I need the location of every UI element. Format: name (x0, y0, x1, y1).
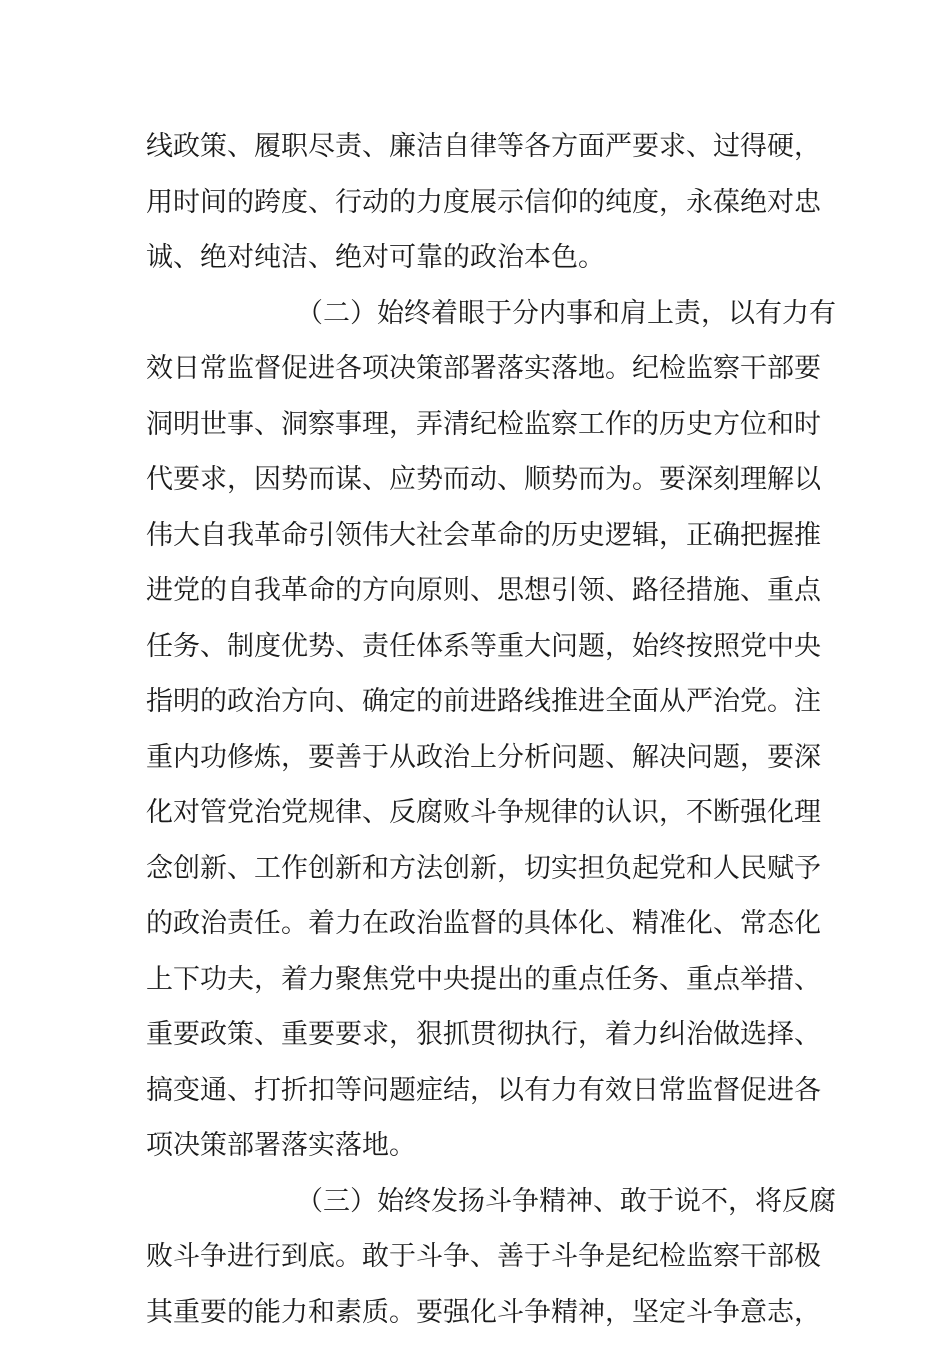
text-line: 伟大自我革命引领伟大社会革命的历史逻辑，正确把握推 (146, 516, 811, 572)
text-line: 项决策部署落实落地。 (146, 1126, 811, 1182)
text-line: 的政治责任。着力在政治监督的具体化、精准化、常态化 (146, 904, 811, 960)
text-line: 念创新、工作创新和方法创新，切实担负起党和人民赋予 (146, 849, 811, 905)
text-line: 重内功修炼，要善于从政治上分析问题、解决问题，要深 (146, 738, 811, 794)
text-line: 效日常监督促进各项决策部署落实落地。纪检监察干部要 (146, 349, 811, 405)
text-line: 诚、绝对纯洁、绝对可靠的政治本色。 (146, 238, 811, 294)
text-line: 搞变通、打折扣等问题症结，以有力有效日常监督促进各 (146, 1071, 811, 1127)
text-line: 败斗争进行到底。敢于斗争、善于斗争是纪检监察干部极 (146, 1237, 811, 1293)
text-line: 线政策、履职尽责、廉洁自律等各方面严要求、过得硬， (146, 127, 811, 183)
text-line: 指明的政治方向、确定的前进路线推进全面从严治党。注 (146, 682, 811, 738)
text-line: 上下功夫，着力聚焦党中央提出的重点任务、重点举措、 (146, 960, 811, 1016)
text-line: 任务、制度优势、责任体系等重大问题，始终按照党中央 (146, 627, 811, 683)
text-line: 进党的自我革命的方向原则、思想引领、路径措施、重点 (146, 571, 811, 627)
section-heading-line: （三）始终发扬斗争精神、敢于说不，将反腐 (146, 1182, 811, 1238)
text-line: 化对管党治党规律、反腐败斗争规律的认识，不断强化理 (146, 793, 811, 849)
section-heading-line: （二）始终着眼于分内事和肩上责，以有力有 (146, 294, 811, 350)
text-line: 重要政策、重要要求，狠抓贯彻执行，着力纠治做选择、 (146, 1015, 811, 1071)
text-line: 其重要的能力和素质。要强化斗争精神，坚定斗争意志， (146, 1293, 811, 1348)
text-line: 代要求，因势而谋、应势而动、顺势而为。要深刻理解以 (146, 460, 811, 516)
body-text (146, 127, 811, 1348)
text-line: 洞明世事、洞察事理，弄清纪检监察工作的历史方位和时 (146, 405, 811, 461)
text-line: 用时间的跨度、行动的力度展示信仰的纯度，永葆绝对忠 (146, 183, 811, 239)
